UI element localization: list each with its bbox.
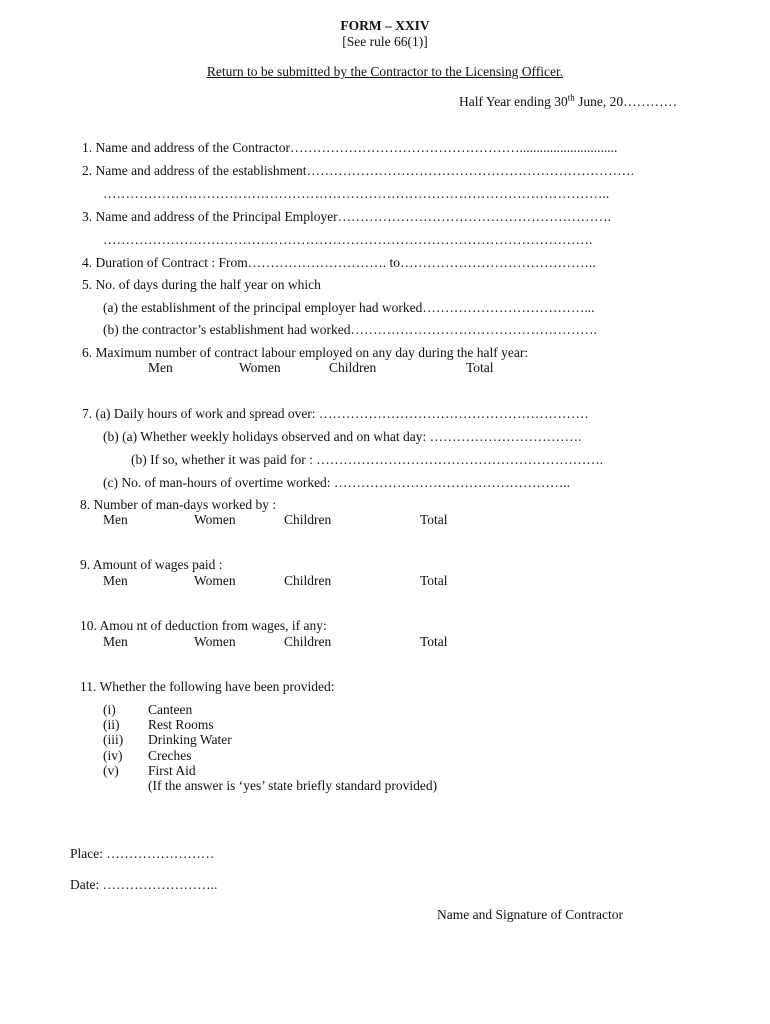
item-11: 11. Whether the following have been provided: [80, 679, 335, 694]
list-item-num: (iii) [103, 732, 124, 747]
col-children: Children [284, 512, 332, 527]
list-item: First Aid [148, 763, 196, 778]
list-item: Drinking Water [148, 732, 232, 747]
half-year-line [459, 94, 677, 110]
col-total: Total [466, 360, 494, 375]
item-3-continuation: ………………………………………………………………………………………………. [103, 232, 593, 247]
col-men: Men [103, 573, 128, 588]
col-women: Women [194, 512, 236, 527]
list-item-num: (i) [103, 702, 116, 717]
col-children: Children [284, 573, 332, 588]
place-field: Place: …………………… [70, 846, 215, 861]
item-5b: (b) the contractor’s establishment had worked………………………………………………. [103, 322, 597, 337]
col-total: Total [420, 512, 448, 527]
item-2-continuation: ………………………………………………………………………………………………….. [103, 186, 610, 201]
list-item-num: (ii) [103, 717, 120, 732]
list-item-num: (v) [103, 763, 119, 778]
rule-reference: [See rule 66(1)] [342, 34, 428, 49]
item-7b-paid: (b) If so, whether it was paid for : ………………………………………………………. [131, 452, 604, 467]
item-5: 5. No. of days during the half year on which [82, 277, 321, 292]
col-women: Women [194, 573, 236, 588]
list-item: Creches [148, 748, 192, 763]
col-children: Children [284, 634, 332, 649]
item-1: 1. Name and address of the Contractor……………………………………………............................. [82, 140, 618, 155]
col-women: Women [194, 634, 236, 649]
item-9: 9. Amount of wages paid : [80, 557, 223, 572]
col-children: Children [329, 360, 377, 375]
half-year-sup: th [567, 92, 575, 103]
item-4: 4. Duration of Contract : From…………………………. to…………………………………….. [82, 255, 596, 270]
col-women: Women [239, 360, 281, 375]
col-men: Men [148, 360, 173, 375]
item-8: 8. Number of man-days worked by : [80, 497, 277, 512]
col-total: Total [420, 573, 448, 588]
list-item: Canteen [148, 702, 193, 717]
facilities-note: (If the answer is ‘yes’ state briefly standard provided) [148, 778, 438, 793]
list-item-num: (iv) [103, 748, 123, 763]
item-5a: (a) the establishment of the principal employer had worked………………………………... [103, 300, 595, 315]
item-10: 10. Amou nt of deduction from wages, if any: [80, 618, 327, 633]
item-7a: 7. (a) Daily hours of work and spread over: …………………………………………………… [82, 406, 589, 421]
item-7c: (c) No. of man-hours of overtime worked: …………………………………………….. [103, 475, 571, 490]
item-6: 6. Maximum number of contract labour employed on any day during the half year: [82, 345, 529, 360]
date-field: Date: …………………….. [70, 877, 218, 892]
col-total: Total [420, 634, 448, 649]
item-3: 3. Name and address of the Principal Employer……………………………………………………. [82, 209, 612, 224]
col-men: Men [103, 634, 128, 649]
list-item: Rest Rooms [148, 717, 214, 732]
half-year-pre: Half Year ending 30 [459, 94, 568, 109]
form-subtitle: Return to be submitted by the Contractor to the Licensing Officer. [206, 64, 564, 79]
half-year-post: June, 20………… [574, 94, 678, 109]
form-title: FORM – XXIV [340, 18, 430, 33]
signature-label: Name and Signature of Contractor [437, 907, 623, 922]
col-men: Men [103, 512, 128, 527]
item-7b: (b) (a) Whether weekly holidays observed and on what day: ……………………………. [103, 429, 582, 444]
item-2: 2. Name and address of the establishment………………………………………………………………. [82, 163, 634, 178]
